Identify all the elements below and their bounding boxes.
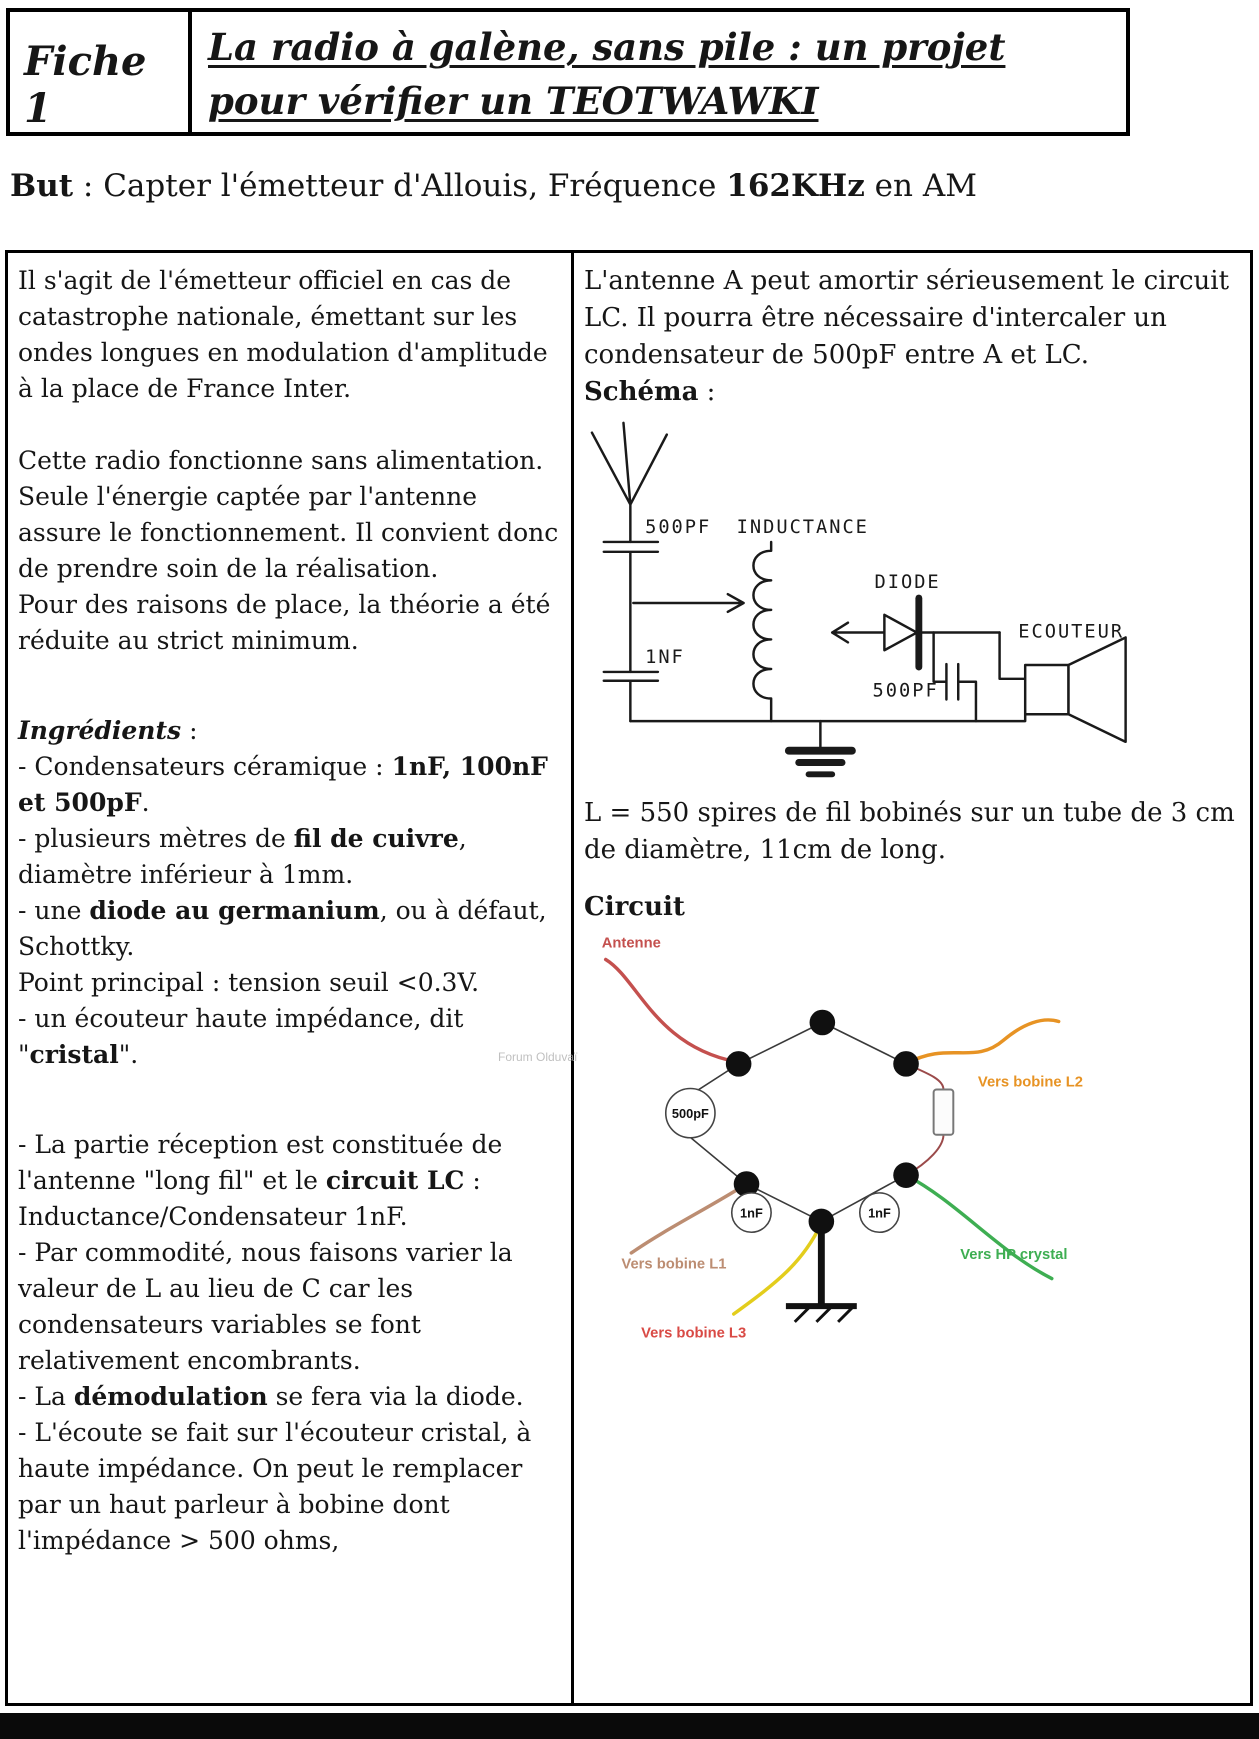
text-run: - La partie réception est constituée de l'antenne "long fil" et le: [18, 1130, 503, 1195]
label-1nf-left: 1nF: [740, 1205, 763, 1221]
left-column: [8, 253, 574, 1703]
paragraph-antenna-damping: L'antenne A peut amortir sérieusement le circuit LC. Il pourra être nécessaire d'intercaler un condensateur de 500pF entre A et LC.: [584, 266, 1230, 370]
text-run: - un écouteur haute impédance, dit ": [18, 1004, 464, 1069]
list-item-earpiece: [18, 1001, 561, 1073]
text-run: - une: [18, 896, 90, 925]
frequency-value: 162KHz: [726, 168, 865, 204]
list-item-diode: [18, 893, 561, 965]
antenna-wire: [606, 959, 737, 1061]
text-run: ".: [118, 1040, 139, 1069]
bold-text: diode au germanium: [89, 896, 380, 925]
text-run: , diamètre inférieur à 1mm.: [18, 824, 467, 889]
page-title: [192, 8, 1130, 136]
text-run: , ou à défaut, Schottky.: [18, 896, 547, 961]
text-run: :: [181, 716, 198, 745]
label-antenne: Antenne: [601, 935, 661, 952]
paragraph-coil-note: L = 550 spires de fil bobinés sur un tube de 3 cm de diamètre, 11cm de long.: [584, 798, 1235, 865]
inductor-coil: [753, 542, 771, 721]
text-run: :: [698, 377, 716, 407]
paragraph-intro: Il s'agit de l'émetteur officiel en cas de catastrophe nationale, émettant sur les ondes longues en modulation d'amplitude à la place de France Inter.: [18, 266, 548, 403]
text-run: - plusieurs mètres de: [18, 824, 294, 853]
paragraph-reception: [18, 1127, 561, 1235]
circuit-wiring-diagram: [584, 926, 1234, 1379]
spacer: [18, 659, 561, 713]
arrow-right-icon: [633, 594, 743, 612]
label-l3: Vers bobine L3: [641, 1325, 747, 1342]
paragraph-listening: - L'écoute se fait sur l'écouteur cristal, à haute impédance. On peut le remplacer par un haut parleur à bobine dont l'impédance > 500 ohms,: [18, 1418, 532, 1555]
schema-title: Schéma: [584, 377, 699, 407]
label-cap-mid: 1NF: [645, 647, 685, 669]
label-l2: Vers bobine L2: [977, 1074, 1083, 1091]
text-run: - La: [18, 1382, 74, 1411]
paragraph-theory: Pour des raisons de place, la théorie a été réduite au strict minimum.: [18, 590, 551, 655]
text-run: .: [141, 788, 150, 817]
watermark: Forum Olduvaï: [498, 1050, 578, 1064]
text-run: - Condensateurs céramique :: [18, 752, 392, 781]
hp-wire: [906, 1175, 1052, 1278]
text-run: se fera via la diode.: [267, 1382, 524, 1411]
ingredients-title: Ingrédients: [18, 716, 182, 745]
goal-label: But: [10, 168, 74, 204]
spacer: [584, 869, 1246, 889]
label-inductance: INDUCTANCE: [736, 517, 869, 539]
paragraph-power: Cette radio fonctionne sans alimentation. Seule l'énergie captée par l'antenne assure le fonctionnement. Il convient donc de prendre soin de la réalisation.: [18, 446, 559, 583]
label-500pf: 500pF: [671, 1106, 709, 1122]
paragraph-demodulation: [18, 1379, 561, 1415]
label-l1: Vers bobine L1: [621, 1256, 727, 1273]
bold-text: fil de cuivre: [293, 824, 459, 853]
bottom-rail: [630, 714, 1025, 721]
circuit-heading: [584, 889, 1246, 926]
schema-heading: [584, 374, 1246, 411]
speaker-icon: [1025, 637, 1125, 741]
capacitor-1nf: [604, 672, 658, 721]
ground-icon: [789, 721, 852, 774]
header: [6, 8, 1130, 136]
ingredients-heading: [18, 713, 561, 749]
diode-component: [934, 1089, 954, 1134]
label-ecouteur: ECOUTEUR: [1018, 621, 1125, 643]
footer-bar: [0, 1713, 1259, 1739]
goal-line: [10, 168, 977, 204]
hexagon-edges: [688, 1023, 906, 1222]
bold-text: cristal: [29, 1040, 119, 1069]
l2-wire: [906, 1020, 1059, 1064]
l1-wire: [631, 1184, 746, 1253]
capacitor-500pf-output: [934, 633, 976, 722]
spacer: [18, 1073, 561, 1127]
spacer: [18, 407, 561, 443]
bold-text: circuit LC: [325, 1166, 465, 1195]
fiche-label: Fiche 1: [6, 8, 192, 136]
label-cap-out: 500PF: [872, 680, 939, 702]
label-diode: DIODE: [874, 572, 941, 594]
text-run: : Capter l'émetteur d'Allouis, Fréquence: [73, 168, 727, 204]
label-1nf-right: 1nF: [868, 1205, 891, 1221]
text-run: : Inductance/Condensateur 1nF.: [18, 1166, 481, 1231]
title-line-2: pour vérifier un TEOTWAWKI: [208, 79, 819, 123]
wire-labels: [602, 936, 1083, 1342]
ground-icon: [786, 1306, 857, 1322]
paragraph-threshold: Point principal : tension seuil <0.3V.: [18, 968, 480, 997]
label-cap-top: 500PF: [645, 517, 712, 539]
label-hp: Vers HP crystal: [960, 1246, 1068, 1263]
diode-symbol: [832, 598, 1025, 679]
list-item-wire: [18, 821, 561, 893]
bold-text: 1nF, 100nF et 500pF: [18, 752, 548, 817]
circuit-title: Circuit: [584, 892, 685, 922]
text-run: en AM: [864, 168, 977, 204]
main-content-box: [5, 250, 1253, 1706]
bold-text: démodulation: [73, 1382, 268, 1411]
l3-wire: [734, 1223, 822, 1314]
paragraph-variable-l: - Par commodité, nous faisons varier la valeur de L au lieu de C car les condensateurs variables se font relativement encombrants.: [18, 1238, 513, 1375]
schematic-diagram: [584, 411, 1234, 795]
title-line-1: La radio à galène, sans pile : un projet: [208, 25, 1006, 69]
list-item-capacitors: [18, 749, 561, 821]
right-column: [574, 253, 1250, 1703]
